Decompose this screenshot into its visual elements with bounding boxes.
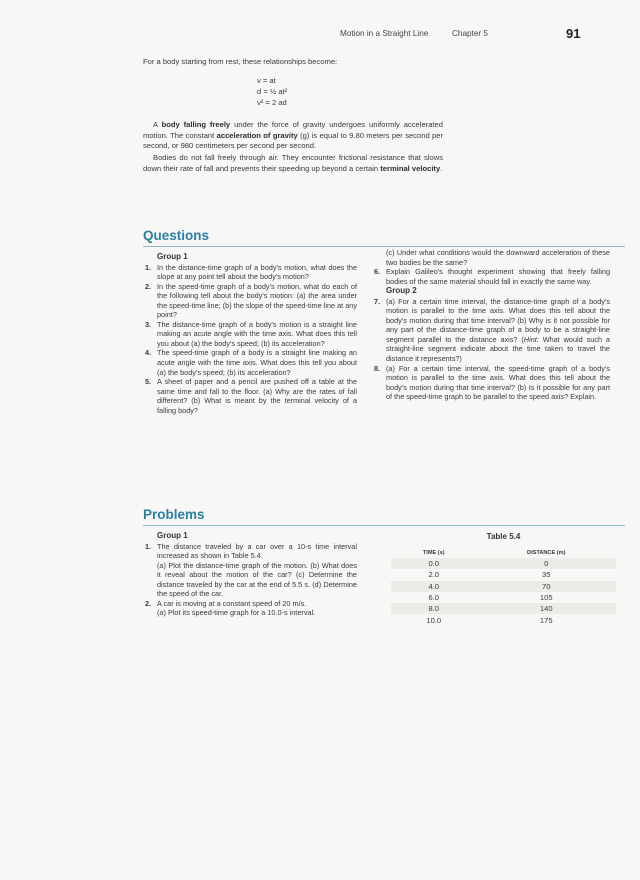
term-body-falling-freely: body falling freely — [161, 120, 231, 129]
problem-2-parts: (a) Plot its speed-time graph for a 10.0-s interval. — [157, 608, 316, 618]
equation-block — [257, 75, 287, 109]
table-row — [391, 569, 616, 580]
questions-rule — [143, 246, 625, 247]
question-7: 7. (a) For a certain time interval, the distance-time graph of a body's motion is parallel to the time axis. What does this tell about the body's motion during that time interval? (b) Why is it not possible for any part of the distance-time graph of a body to be a straight-line segment parallel to the distance axis? (Hint: What would such a straight-line segment indicate about the time taken to travel the distance it represents?) — [374, 296, 610, 364]
cell-time: 6.0 — [428, 593, 440, 603]
questions-heading: Questions — [143, 228, 210, 243]
running-head-chapter: Chapter 5 — [452, 29, 488, 38]
problem-2: 2. A car is moving at a constant speed of 20 m/s. — [145, 598, 307, 608]
cell-distance: 70 — [477, 581, 617, 592]
table-title: Table 5.4 — [486, 532, 521, 541]
equation-velocity: v = at — [257, 76, 276, 85]
cell-time: 2.0 — [428, 570, 440, 580]
paragraph-terminal-velocity: Bodies do not fall freely through air. They encounter frictional resistance that slows down their rate of fall and prevents their speeding up beyond a certain terminal velocity. — [143, 153, 443, 173]
equation-velocity-squared: v² = 2 ad — [257, 98, 287, 108]
equation-distance: d = ½ at² — [257, 87, 288, 97]
question-2: 2. In the speed-time graph of a body's motion, what do each of the following tell about the body's motion: (a) the area under the speed-time line; (b) the slope of the speed-time line at any point? — [145, 281, 357, 320]
table-5-4 — [391, 532, 616, 626]
question-1: 1. In the distance-time graph of a body's motion, what does the slope at any point tell about the body's motion? — [145, 262, 357, 282]
table-row — [391, 592, 616, 603]
term-terminal-velocity: terminal velocity — [380, 163, 441, 173]
intro-text: For a body starting from rest, these relationships become: — [143, 57, 338, 66]
questions-group-1: Group 1 — [157, 252, 188, 261]
problem-1: 1. The distance traveled by a car over a 10-s time interval increased as shown in Table 5.4. — [145, 541, 357, 561]
term-acceleration-of-gravity: acceleration of gravity — [216, 130, 298, 140]
paragraph-free-fall: A body falling freely under the force of gravity undergoes uniformly accelerated motion. The constant acceleration of gravity (g) is equal to 9.80 meters per second per second, or 980 centimeters per second per second. — [143, 120, 444, 151]
question-8: 8. (a) For a certain time interval, the speed-time graph of a body's motion is parallel to the time axis. What does this tell about the body's motion during that time interval? (b) Is it possible for any part of the speed-time graph to be parallel to the speed axis? Explain. — [374, 363, 610, 402]
questions-left-column — [143, 252, 357, 415]
cell-distance: 175 — [539, 615, 553, 625]
cell-time: 4.0 — [391, 581, 477, 592]
cell-time: 8.0 — [391, 603, 477, 614]
table-row — [391, 603, 616, 614]
table-header-row — [391, 548, 616, 558]
running-head — [0, 27, 640, 41]
distance-time-table — [391, 548, 616, 626]
page-number: 91 — [566, 26, 581, 41]
question-3: 3. The distance-time graph of a body's motion is a straight line making an acute angle with the time axis. What does this tell you about (a) the body's speed; (b) its acceleration? — [145, 319, 357, 348]
problem-1-parts: (a) Plot the distance-time graph of the motion. (b) What does it reveal about the motion of the car? (c) Determine the distance traveled by the car at the end of 5.5 s. (d) Determine the speed of the car. — [157, 560, 357, 599]
cell-distance: 140 — [477, 603, 617, 614]
cell-distance: 0 — [477, 558, 617, 569]
problems-heading: Problems — [143, 507, 205, 522]
intro-line — [143, 56, 443, 67]
problems-rule — [143, 525, 625, 526]
header-distance: DISTANCE (m) — [527, 550, 566, 556]
header-time: TIME (s) — [422, 550, 445, 556]
problems-group-1: Group 1 — [157, 531, 188, 540]
body-text — [143, 120, 443, 176]
question-5: 5. A sheet of paper and a pencil are pushed off a table at the same time and fall to the floor. (a) Why are the rates of fall different? (b) What is meant by the terminal velocity of a falling body? — [145, 377, 357, 415]
questions-group-2: Group 2 — [386, 286, 417, 296]
question-6: 6. Explain Galileo's thought experiment showing that freely falling bodies of the same material should fall in exactly the same way. — [374, 267, 610, 286]
cell-distance: 105 — [539, 593, 553, 603]
cell-time: 0.0 — [391, 558, 477, 569]
table-row — [391, 558, 616, 569]
questions-right-column — [372, 248, 610, 402]
cell-distance: 35 — [542, 570, 551, 580]
question-5-continued: (c) Under what conditions would the downward acceleration of these two bodies be the same? — [386, 248, 610, 267]
table-row — [391, 614, 616, 625]
cell-time: 10.0 — [426, 615, 442, 625]
table-row — [391, 581, 616, 592]
problems-left-column — [143, 531, 357, 618]
running-head-title: Motion in a Straight Line — [340, 29, 429, 38]
question-4: 4. The speed-time graph of a body is a straight line making an acute angle with the time axis. What does this tell you about (a) the body's speed; (b) its acceleration? — [145, 348, 357, 377]
